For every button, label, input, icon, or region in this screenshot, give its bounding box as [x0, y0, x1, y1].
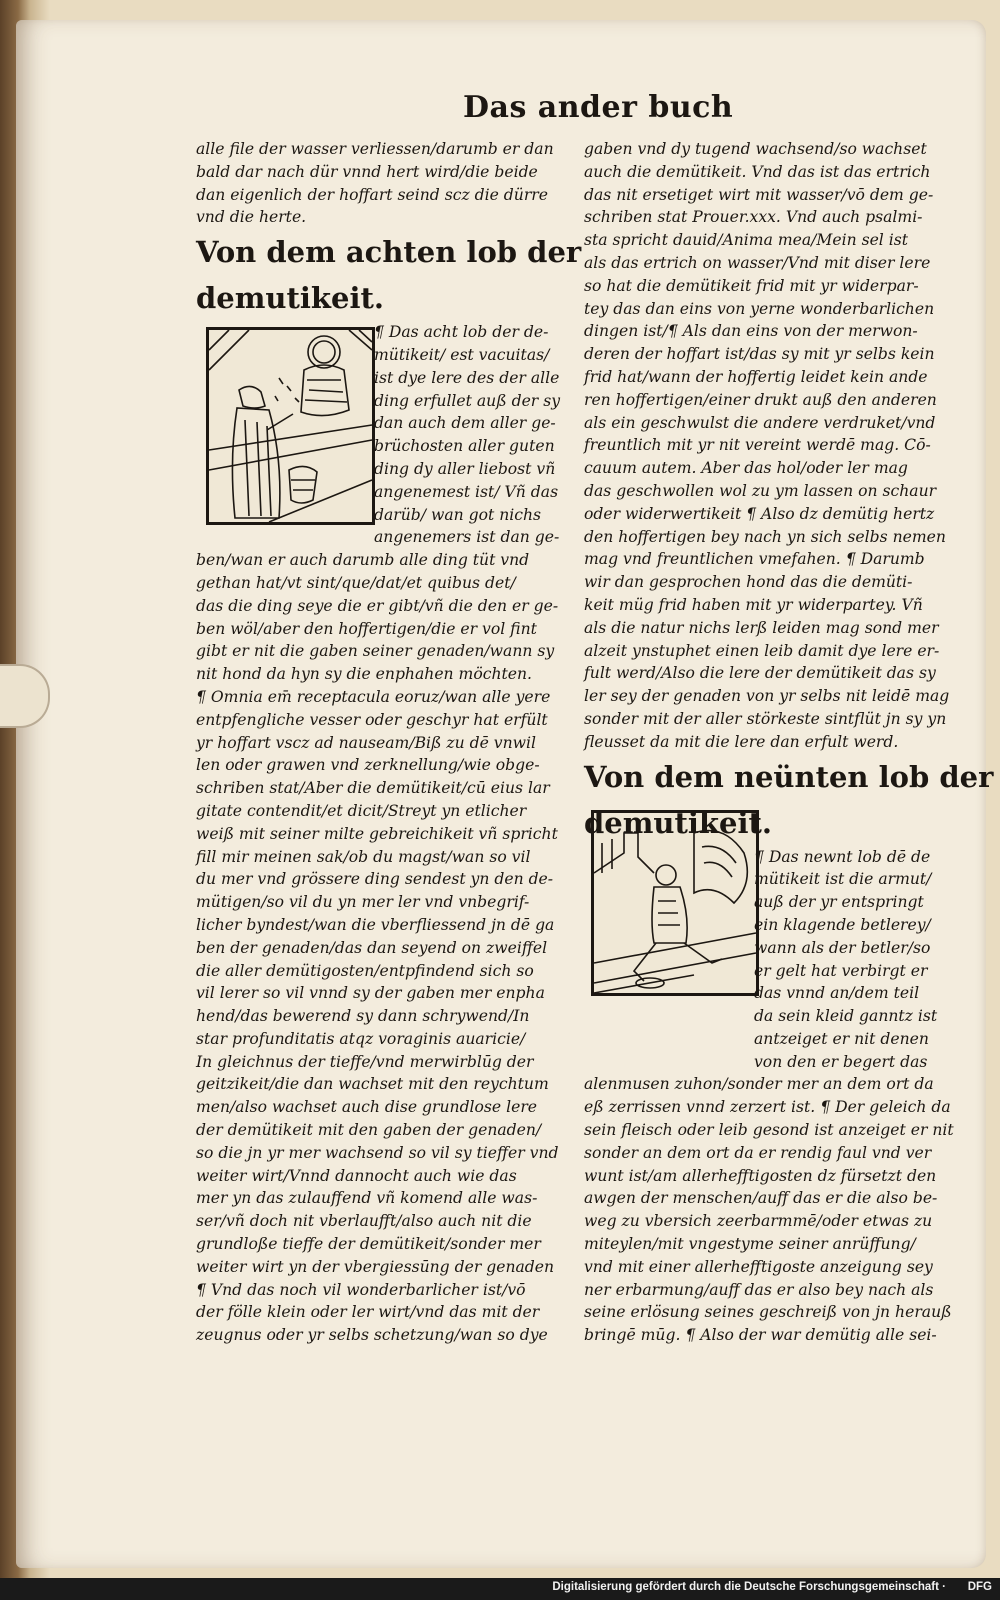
section-heading-continued: demutikeit.	[196, 281, 384, 316]
text-line: dingen ist/¶ Als dan eins von der merwon-	[584, 322, 918, 341]
text-line: eß zerrissen vnnd zerzert ist. ¶ Der geleich da	[584, 1098, 951, 1117]
text-line: In gleichnus der tieffe/vnd merwirblūg der	[196, 1052, 534, 1071]
text-line: bringē mūg. ¶ Also der war demütig alle sei-	[584, 1326, 937, 1345]
text-line: ser/vñ doch nit vberlaufft/also auch nit die	[196, 1212, 532, 1231]
dfg-logo: DFG	[967, 1581, 992, 1593]
text-line: mer yn das zulauffend vñ komend alle was-	[196, 1189, 538, 1208]
text-line: vnd mit einer allerhefftigoste anzeigung sey	[584, 1257, 933, 1276]
text-line: tey das dan eins von yerne wonderbarlichen	[584, 299, 935, 318]
text-line: dan eigenlich der hoffart seind scz die dürre	[196, 185, 548, 204]
text-line: weg zu vbersich zeerbarmmē/oder etwas zu	[584, 1212, 933, 1231]
text-line: ren hoffertigen/einer drukt auß den anderen	[584, 390, 937, 409]
text-line: der demütikeit mit den gaben der genaden/	[196, 1121, 542, 1140]
text-line: fleusset da mit die lere dan erfult werd.	[584, 732, 899, 751]
text-line: ler sey der genaden von yr selbs nit leidē mag	[584, 687, 950, 706]
text-line: die aller demütigosten/entpfindend sich so	[196, 961, 534, 980]
text-line: weiter wirt/Vnnd dannocht auch wie das	[196, 1166, 517, 1185]
text-line: da sein kleid ganntz ist	[754, 1007, 938, 1026]
text-line: ner erbarmung/auff das er also bey nach als	[584, 1280, 934, 1299]
text-line: ¶ Vnd das noch vil wonderbarlicher ist/vō	[196, 1280, 526, 1299]
text-line: so hat die demütikeit frid mit yr widerpar-	[584, 276, 919, 295]
text-line: sonder an dem ort da er rendig faul vnd ver	[584, 1143, 932, 1162]
text-line: das geschwollen wol zu ym lassen on schaur	[584, 481, 937, 500]
text-line: angenemest ist/ Vñ das	[374, 482, 559, 501]
text-line: ist dye lere des der alle	[374, 368, 560, 387]
text-line: weiter wirt yn der vbergiessūng der genaden	[196, 1257, 555, 1276]
text-line: als ein geschwulst die andere verdruket/vnd	[584, 413, 936, 432]
text-line: gitate contendit/et dicit/Streyt yn etlicher	[196, 801, 527, 820]
text-line: miteylen/mit vngestyme seiner anrüffung/	[584, 1235, 916, 1254]
right-column	[584, 138, 994, 1347]
text-line: hend/das bewerend sy dann schrywend/In	[196, 1007, 530, 1026]
text-line: deren der hoffart ist/das sy mit yr selbs kein	[584, 345, 935, 364]
text-line: mütikeit/ est vacuitas/	[374, 345, 550, 364]
text-line: star profunditatis atqz voraginis auaricie/	[196, 1029, 526, 1048]
text-line: vnd die herte.	[196, 208, 307, 227]
text-line: wunt ist/am allerhefftigosten dz fürsetzt den	[584, 1166, 937, 1185]
text-line: gaben vnd dy tugend wachsend/so wachset	[584, 140, 927, 158]
text-line: schriben stat/Aber die demütikeit/cū eius lar	[196, 779, 550, 798]
text-line: oder widerwertikeit ¶ Also dz demütig hertz	[584, 504, 935, 523]
text-line: mütikeit ist die armut/	[754, 870, 932, 889]
text-line: darüb/ wan got nichs	[374, 505, 542, 524]
text-line: ¶ Das newnt lob dē de	[754, 847, 931, 866]
text-line: angenemers ist dan ge-	[374, 528, 560, 547]
text-line: ¶ Das acht lob der de-	[374, 323, 549, 342]
text-line: brüchosten aller guten	[374, 437, 555, 456]
text-line: gibt er nit die gaben seiner genaden/wann sy	[196, 642, 555, 661]
text-line: sonder mit der aller störkeste sintflüt jn sy yn	[584, 709, 947, 728]
text-line: den hoffertigen bey nach yn sich selbs nemen	[584, 527, 946, 546]
text-line: grundloße tieffe der demütikeit/sonder mer	[196, 1235, 541, 1254]
funding-credit: Digitalisierung gefördert durch die Deutsche Forschungsgemeinschaft ·	[552, 1581, 946, 1593]
text-line: frid hat/wann der hoffertig leidet kein ande	[584, 367, 928, 386]
section-heading-continued: demutikeit.	[584, 805, 772, 840]
text-line: von den er begert das	[754, 1052, 928, 1071]
text-line: geitzikeit/die dan wachset mit den reychtum	[196, 1075, 549, 1094]
text-line: der fölle klein oder ler wirt/vnd das mit der	[196, 1303, 540, 1322]
text-line: fult werd/Also die lere der demütikeit das sy	[584, 664, 936, 683]
text-line: alzeit ynstuphet einen leib damit dye lere er-	[584, 641, 940, 660]
text-line: fill mir meinen sak/ob du magst/wan so vil	[196, 847, 531, 866]
left-column	[196, 138, 582, 1347]
text-line: so die jn yr mer wachsend so vil sy tieffer vnd	[196, 1143, 559, 1162]
footer-bar	[0, 1578, 1000, 1600]
text-line: gethan hat/vt sint/que/dat/et quibus det/	[196, 573, 516, 592]
text-line: dan auch dem aller ge-	[374, 414, 556, 433]
text-line: er gelt hat verbirgt er	[754, 961, 928, 980]
text-line: alle file der wasser verliessen/darumb er dan	[196, 140, 554, 158]
text-line: antzeiget er nit denen	[754, 1029, 929, 1048]
text-line: keit müg frid haben mit yr widerpartey. Vñ	[584, 595, 923, 614]
text-line: als das ertrich on wasser/Vnd mit diser lere	[584, 253, 931, 272]
text-line: sein fleisch oder leib gesond ist anzeiget er nit	[584, 1121, 954, 1140]
text-line: freuntlich mit yr nit vereint werdē mag. Cō-	[584, 436, 931, 455]
text-line: auß der yr entspringt	[754, 893, 924, 912]
section-heading: Von dem neünten lob der	[584, 759, 994, 794]
text-line: len oder grawen vnd zerknellung/wie obge-	[196, 756, 540, 775]
text-line: sta spricht dauid/Anima mea/Mein sel ist	[584, 231, 909, 250]
text-line: nit hond da hyn sy die enphahen möchten.	[196, 665, 532, 684]
section-heading: Von dem achten lob der	[196, 235, 582, 270]
text-line: ben/wan er auch darumb alle ding tüt vnd	[196, 551, 530, 570]
text-line: ding dy aller liebost vñ	[374, 459, 556, 478]
text-line: ding erfullet auß der sy	[374, 391, 561, 410]
running-head: Das ander buch	[463, 90, 734, 125]
text-line: bald dar nach dür vnnd hert wird/die beide	[196, 162, 538, 181]
text-line: zeugnus oder yr selbs schetzung/wan so dye	[196, 1326, 548, 1345]
text-line: das die ding seye die er gibt/vñ die den er ge-	[196, 596, 559, 615]
text-line: licher byndest/wan die vberfliessend jn dē ga	[196, 915, 555, 934]
text-line: ein klagende betlerey/	[754, 915, 931, 934]
text-line: mag vnd freuntlichen vmefahen. ¶ Darumb	[584, 550, 925, 569]
text-line: ben der genaden/das dan seyend on zweiffel	[196, 938, 548, 957]
text-line: auch die demütikeit. Vnd das ist das ertrich	[584, 162, 931, 181]
text-line: ¶ Omnia em̄ receptacula eoruz/wan alle yere	[196, 687, 551, 706]
text-line: mütigen/so vil du yn mer ler vnd vnbegrif-	[196, 893, 530, 912]
text-line: schriben stat Prouer.xxx. Vnd auch psalmi-	[584, 208, 923, 227]
text-line: entpfengliche vesser oder geschyr hat erfült	[196, 710, 548, 729]
text-line: yr hoffart vscz ad nauseam/Biß zu dē vnwil	[196, 733, 536, 752]
text-line: das nit ersetiget wirt mit wasser/vō dem ge-	[584, 185, 934, 204]
text-line: wann als der betler/so	[754, 938, 931, 957]
text-line: das vnnd an/dem teil	[754, 984, 920, 1003]
text-line: men/also wachset auch dise grundlose lere	[196, 1098, 538, 1117]
text-line: seine erlösung seines geschreiß von jn herauß	[584, 1303, 952, 1322]
text-line: wir dan gesprochen hond das die demüti-	[584, 573, 913, 592]
text-line: cauum autem. Aber das hol/oder ler mag	[584, 459, 908, 478]
text-line: als die natur nichs lerß leiden mag sond mer	[584, 618, 939, 637]
text-line: weiß mit seiner milte gebreichikeit vñ spricht	[196, 824, 558, 843]
text-line: du mer vnd grössere ding sendest yn den de-	[196, 870, 554, 889]
text-line: ben wöl/aber den hoffertigen/die er vol fint	[196, 619, 537, 638]
text-line: vil lerer so vil vnnd sy der gaben mer enpha	[196, 984, 545, 1003]
text-line: alenmusen zuhon/sonder mer an dem ort da	[584, 1075, 934, 1094]
text-line: awgen der menschen/auff das er die also be-	[584, 1189, 938, 1208]
